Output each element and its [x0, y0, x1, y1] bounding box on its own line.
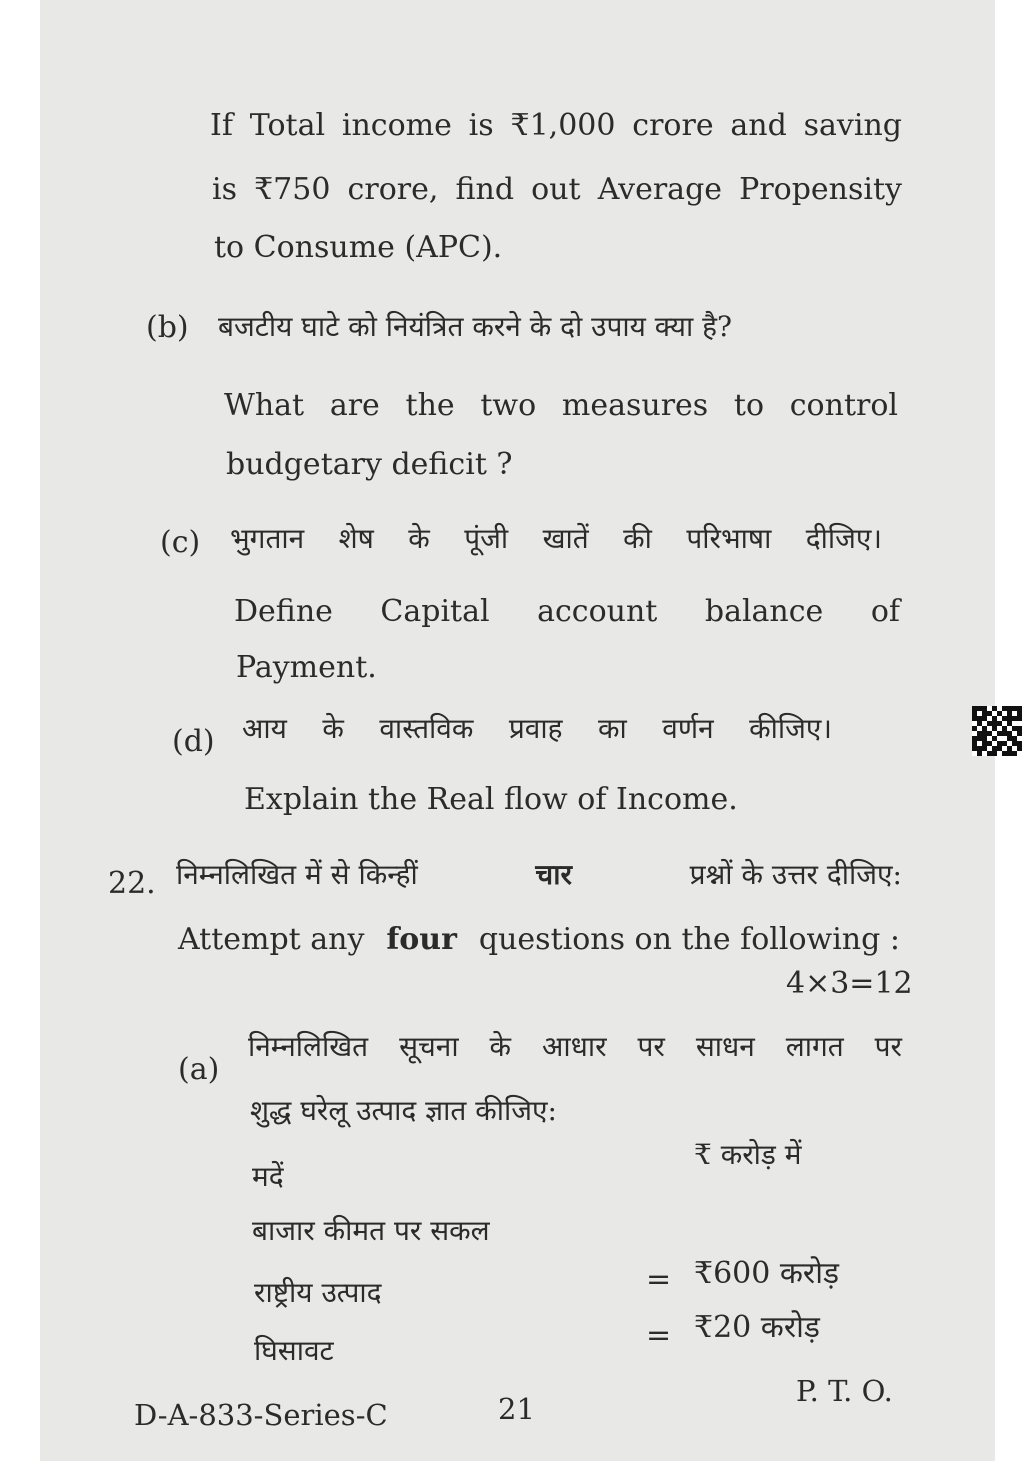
- q22-marks: 4×3=12: [786, 966, 913, 1001]
- q22-english-instruction: [178, 922, 900, 958]
- q22-number: 22.: [108, 866, 156, 901]
- footer-pto: P. T. O.: [796, 1374, 893, 1408]
- q21a-line-1: If Total income is ₹1,000 crore and saving: [210, 108, 902, 143]
- q21d-label: (d): [172, 724, 215, 759]
- q22-hindi-suffix: प्रश्नों के उत्तर दीजिए:: [689, 858, 902, 891]
- footer-page-number: 21: [498, 1392, 535, 1426]
- q22a-hindi-1: निम्नलिखित सूचना के आधार पर साधन लागत पर: [248, 1030, 902, 1063]
- q22a-col-unit: ₹ करोड़ में: [694, 1138, 802, 1171]
- q21a-line-2: is ₹750 crore, find out Average Propensity: [212, 172, 902, 207]
- q21b-english-1: What are the two measures to control: [224, 388, 898, 423]
- q21b-label: (b): [146, 310, 189, 345]
- footer-code: D-A-833-Series-C: [134, 1398, 388, 1432]
- q22-hindi-prefix: निम्नलिखित में से किन्हीं: [176, 858, 418, 891]
- q22a-row1-item-line2: राष्ट्रीय उत्पाद: [254, 1276, 382, 1309]
- q21a-line-3: to Consume (APC).: [214, 230, 503, 265]
- q21d-hindi: आय के वास्तविक प्रवाह का वर्णन कीजिए।: [242, 712, 832, 745]
- q22a-label: (a): [178, 1052, 220, 1087]
- q22-english-suffix: questions on the following :: [478, 922, 900, 957]
- q21c-english-1: Define Capital account balance of: [234, 594, 900, 629]
- q22a-row2-value: ₹20 करोड़: [694, 1310, 820, 1345]
- q21b-english-2: budgetary deficit ?: [226, 447, 513, 482]
- q22a-row2-eq: =: [646, 1318, 672, 1353]
- q22a-row2-item: घिसावट: [254, 1334, 334, 1367]
- q22-english-bold: four: [386, 922, 457, 957]
- q22a-col-item: मदें: [252, 1160, 284, 1193]
- q21c-label: (c): [160, 525, 201, 560]
- q22a-hindi-2: शुद्ध घरेलू उत्पाद ज्ञात कीजिए:: [250, 1094, 557, 1127]
- qr-code-icon: [972, 706, 1022, 756]
- q22-english-prefix: Attempt any: [178, 922, 365, 957]
- q22a-row1-item-line1: बाजार कीमत पर सकल: [252, 1214, 490, 1247]
- q22a-row1-value: ₹600 करोड़: [694, 1256, 840, 1291]
- q22a-row1-eq: =: [646, 1262, 672, 1297]
- q21d-english: Explain the Real flow of Income.: [244, 782, 738, 817]
- q22-hindi-bold: चार: [535, 858, 572, 891]
- q22-hindi-instruction: [176, 858, 902, 892]
- q21c-hindi: भुगतान शेष के पूंजी खातें की परिभाषा दीजिए।: [230, 522, 882, 555]
- q21b-hindi: बजटीय घाटे को नियंत्रित करने के दो उपाय क्या है?: [218, 310, 733, 343]
- q21c-english-2: Payment.: [236, 650, 377, 685]
